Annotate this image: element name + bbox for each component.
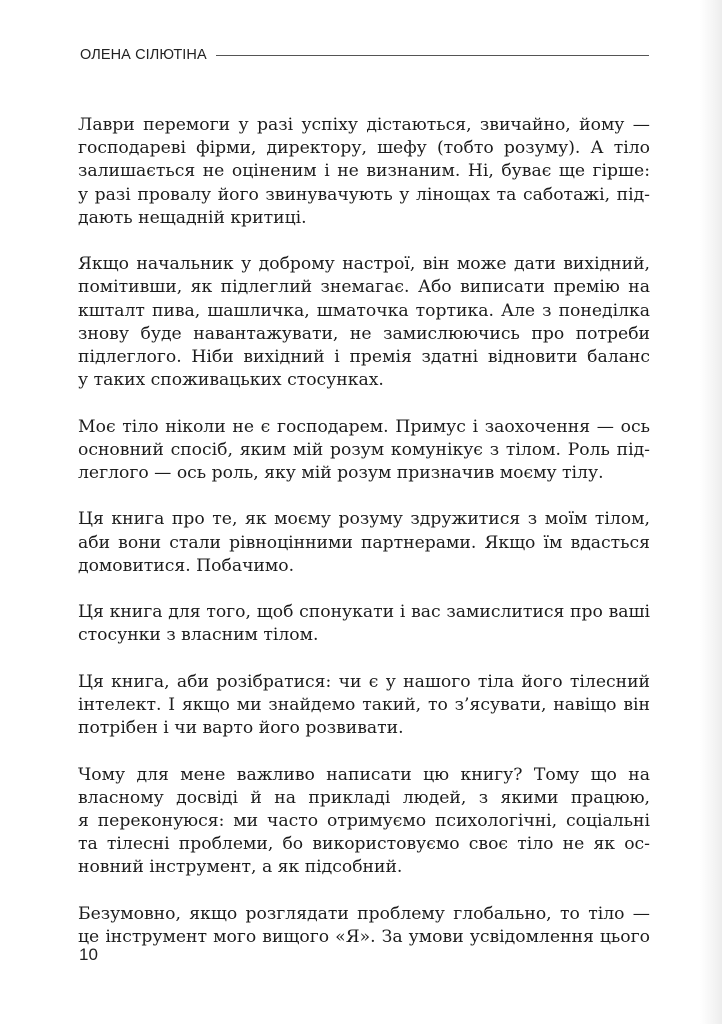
text-line: підлеглого. Ніби вихідний і премія здатні відновити баланс [78, 347, 650, 368]
text-line: Ця книга для того, щоб спонукати і вас замислитися про ваші [78, 602, 650, 623]
paragraph-4 [78, 508, 650, 578]
page-edge-shadow [700, 0, 722, 1024]
paragraph-6 [78, 671, 650, 741]
text-line: я переконуюся: ми часто отримуємо психологічні, соціальні [78, 811, 650, 831]
text-line: це інструмент мого вищого «Я». За умови усвідомлення цього [78, 927, 650, 947]
text-line: власному досвіді й на прикладі людей, з якими працюю, [78, 787, 650, 808]
text-line: Лаври перемоги у разі успіху дістаються, звичайно, йому — [78, 115, 650, 135]
text-line: Моє тіло ніколи не є господарем. Примус і заохочення — ось [78, 416, 650, 437]
text-line: у таких споживацьких стосунках. [78, 370, 384, 391]
page-number: 10 [79, 945, 98, 964]
text-line: у разі провалу його звинувачують у лінощах та саботажі, під- [78, 184, 650, 205]
text-line: знову буде навантажувати, не замислюючись про потреби [78, 323, 650, 344]
text-line: основний спосіб, яким мій розум комунікує з тілом. Роль під- [78, 439, 650, 460]
text-line: потрібен і чи варто його розвивати. [78, 718, 404, 739]
header-rule [216, 55, 649, 56]
body-text [78, 114, 650, 972]
text-line: домовитися. Побачимо. [78, 555, 295, 576]
text-line: помітивши, як підлеглий знемагає. Або виписати премію на [78, 277, 650, 298]
text-line: Ця книга, аби розібратися: чи є у нашого тіла його тілесний [78, 671, 650, 692]
text-line: стосунки з власним тілом. [78, 625, 319, 646]
text-line: Безумовно, якщо розглядати проблему глобально, то тіло — [78, 903, 650, 924]
paragraph-2 [78, 253, 650, 392]
text-line: Чому для мене важливо написати цю книгу? Тому що на [78, 764, 650, 785]
text-line: інтелект. І якщо ми знайдемо такий, то з’ясувати, навіщо він [78, 695, 650, 715]
paragraph-7 [78, 764, 650, 880]
running-header [80, 45, 649, 65]
paragraph-8 [78, 903, 650, 949]
author-name: ОЛЕНА СІЛЮТІНА [80, 47, 207, 63]
text-line: господареві фірми, директору, шефу (тобто розуму). А тіло [78, 138, 650, 159]
paragraph-1 [78, 114, 650, 230]
text-line: новний інструмент, а як підсобний. [78, 857, 403, 878]
text-line: Ця книга про те, як моєму розуму здружитися з моїм тілом, [78, 509, 650, 530]
text-line: дають нещадній критиці. [78, 207, 307, 228]
text-line: леглого — ось роль, яку мій розум призначив моєму тілу. [78, 463, 604, 484]
paragraph-5 [78, 601, 650, 647]
text-line: та тілесні проблеми, бо використовуємо своє тіло не як ос- [78, 834, 650, 855]
paragraph-3 [78, 416, 650, 486]
text-line: кшталт пива, шашличка, шматочка тортика. Але з понеділка [78, 300, 650, 321]
text-line: залишається не оціненим і не визнаним. Ні, буває ще гірше: [78, 161, 650, 182]
text-line: аби вони стали рівноцінними партнерами. Якщо їм вдасться [78, 532, 650, 553]
text-line: Якщо начальник у доброму настрої, він може дати вихідний, [78, 254, 650, 275]
